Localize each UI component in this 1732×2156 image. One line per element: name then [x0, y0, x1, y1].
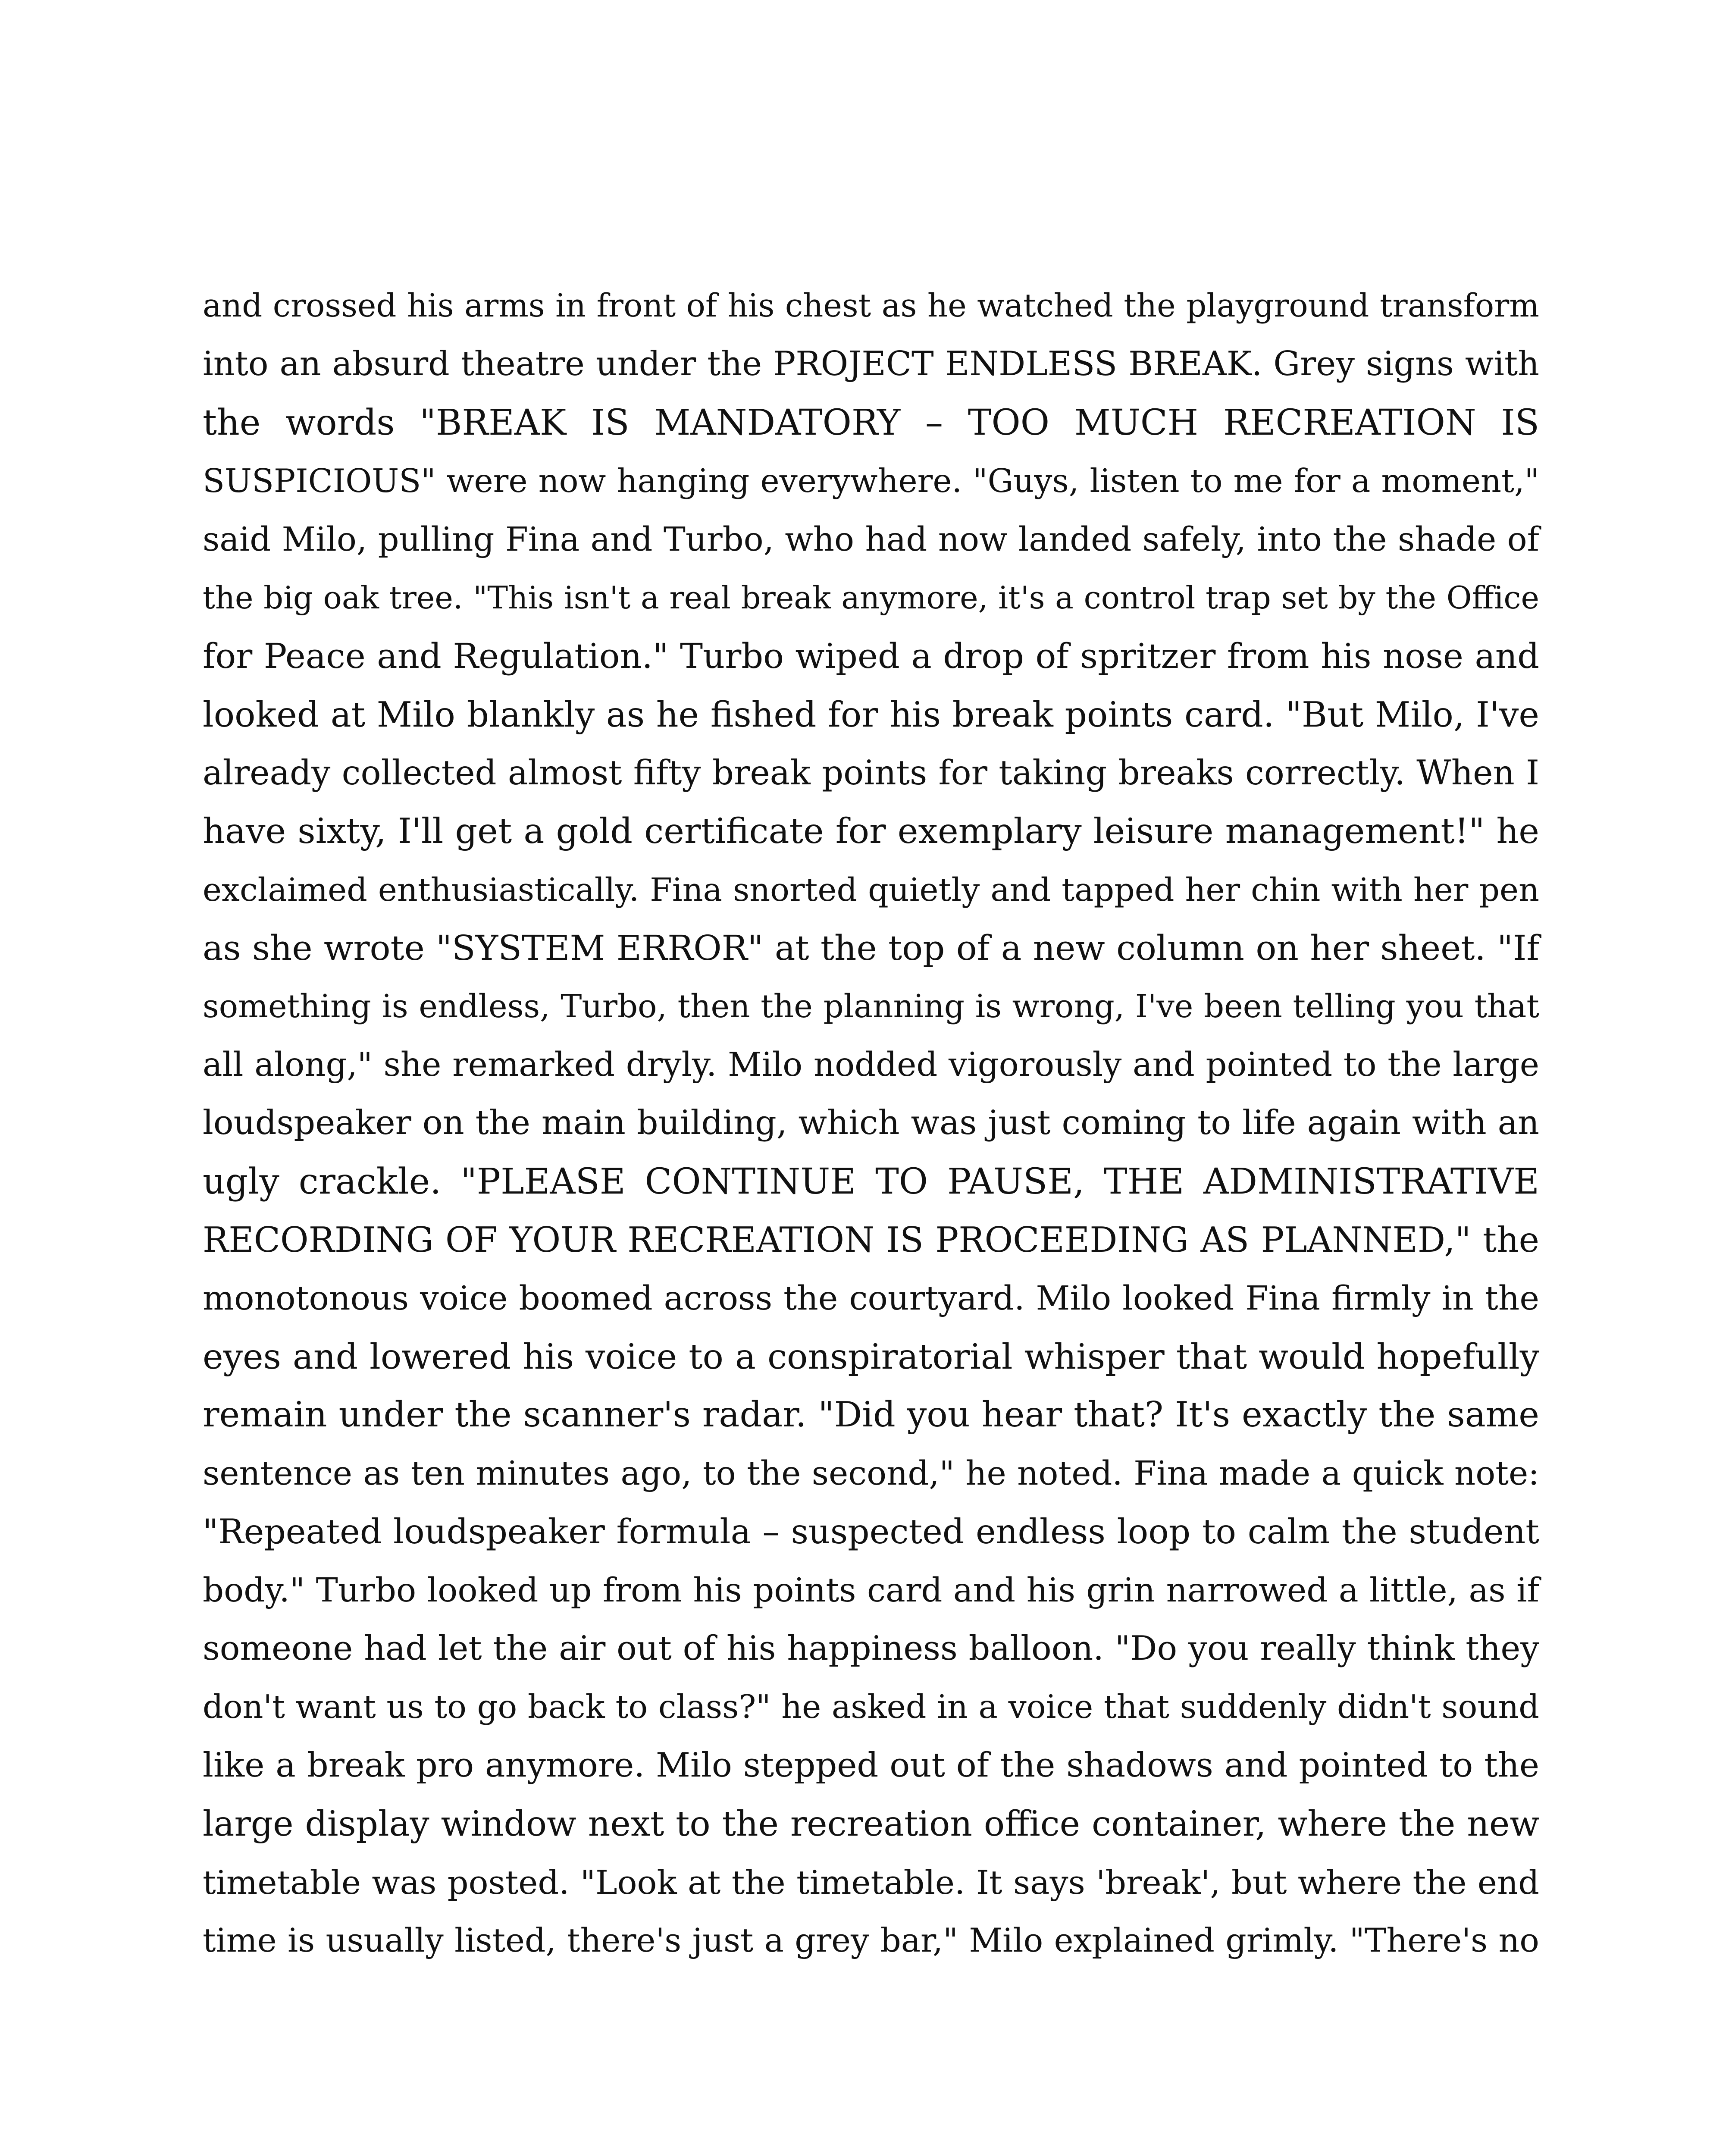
text-line: exclaimed enthusiastically. Fina snorted quietly and tapped her chin with her pen [203, 871, 1539, 909]
text-line: remain under the scanner's radar. "Did you hear that? It's exactly the same [203, 1395, 1539, 1435]
text-line: don't want us to go back to class?" he asked in a voice that suddenly didn't sound [203, 1688, 1539, 1726]
text-line: the words "BREAK IS MANDATORY – TOO MUCH RECREATION IS [203, 402, 1539, 443]
text-line: looked at Milo blankly as he fished for his break points card. "But Milo, I've [203, 694, 1539, 735]
body-text [203, 277, 1539, 1970]
text-line: sentence as ten minutes ago, to the second," he noted. Fina made a quick note: [203, 1454, 1539, 1493]
text-line: the big oak tree. "This isn't a real break anymore, it's a control trap set by the Office [203, 579, 1539, 616]
text-line: large display window next to the recreation office container, where the new [203, 1804, 1539, 1844]
text-line: someone had let the air out of his happiness balloon. "Do you really think they [203, 1629, 1539, 1668]
text-line: and crossed his arms in front of his chest as he watched the playground transform [203, 288, 1539, 324]
text-line: something is endless, Turbo, then the planning is wrong, I've been telling you that [203, 988, 1539, 1025]
text-line: for Peace and Regulation." Turbo wiped a drop of spritzer from his nose and [203, 636, 1539, 677]
text-line: into an absurd theatre under the PROJECT ENDLESS BREAK. Grey signs with [203, 345, 1539, 384]
text-line: timetable was posted. "Look at the timetable. It says 'break', but where the end [203, 1863, 1539, 1902]
text-line: time is usually listed, there's just a grey bar," Milo explained grimly. "There's no [203, 1921, 1539, 1959]
text-line: body." Turbo looked up from his points card and his grin narrowed a little, as if [203, 1571, 1539, 1610]
text-line: said Milo, pulling Fina and Turbo, who had now landed safely, into the shade of [203, 520, 1539, 559]
text-line: already collected almost fifty break points for taking breaks correctly. When I [203, 753, 1539, 793]
text-line: ugly crackle. "PLEASE CONTINUE TO PAUSE, THE ADMINISTRATIVE [203, 1161, 1539, 1202]
text-line: as she wrote "SYSTEM ERROR" at the top of a new column on her sheet. "If [203, 928, 1539, 968]
text-line: eyes and lowered his voice to a conspiratorial whisper that would hopefully [203, 1336, 1539, 1377]
text-line: monotonous voice boomed across the courtyard. Milo looked Fina firmly in the [203, 1279, 1539, 1318]
text-line: SUSPICIOUS" were now hanging everywhere. "Guys, listen to me for a moment," [203, 462, 1539, 500]
text-line: all along," she remarked dryly. Milo nodded vigorously and pointed to the large [203, 1046, 1539, 1084]
text-line: loudspeaker on the main building, which was just coming to life again with an [203, 1103, 1539, 1143]
text-line: like a break pro anymore. Milo stepped out of the shadows and pointed to the [203, 1745, 1539, 1785]
text-line: RECORDING OF YOUR RECREATION IS PROCEEDING AS PLANNED," the [203, 1220, 1539, 1260]
text-line: have sixty, I'll get a gold certificate for exemplary leisure management!" he [203, 811, 1539, 852]
text-line: "Repeated loudspeaker formula – suspected endless loop to calm the student [203, 1512, 1539, 1552]
